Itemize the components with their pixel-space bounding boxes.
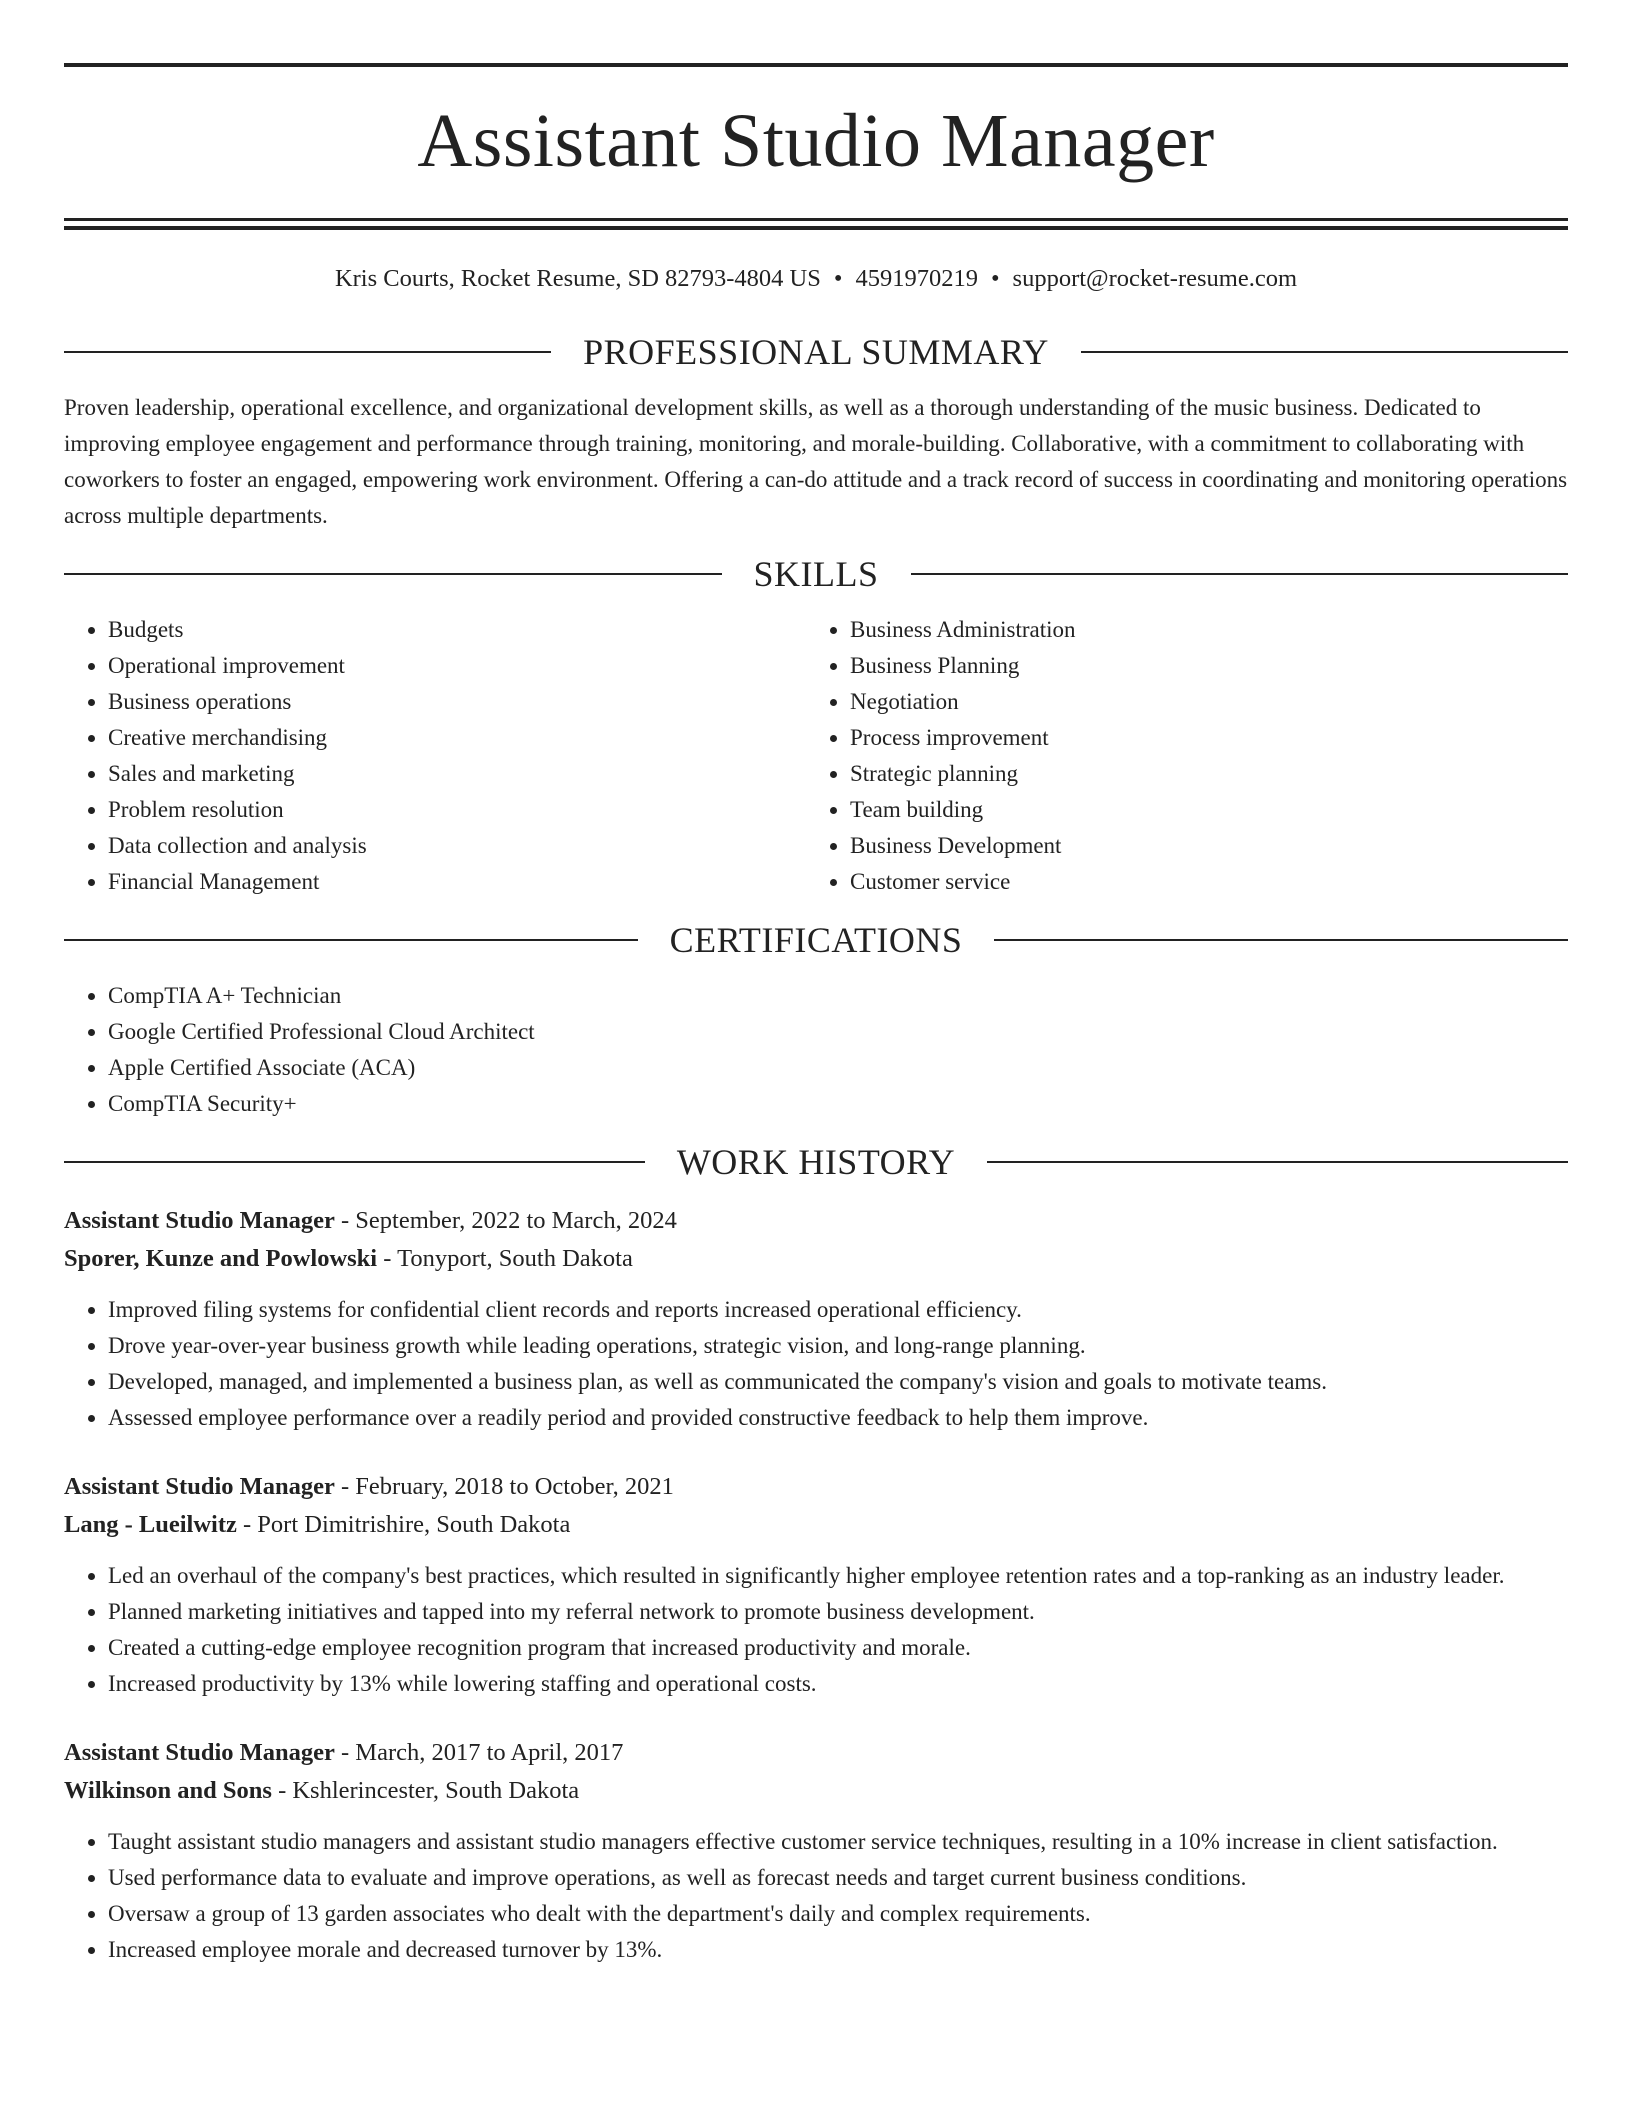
skill-item: • Financial Management (108, 864, 806, 900)
top-rule (64, 63, 1568, 67)
job-bullet: • Increased employee morale and decreased turnover by 13%. (108, 1932, 1568, 1968)
skill-item: • Business Development (850, 828, 1548, 864)
work-history-heading (64, 1141, 1568, 1182)
work-history-heading-text: WORK HISTORY (676, 1141, 956, 1182)
job-entry (64, 1734, 1568, 1968)
skill-item: • Business operations (108, 684, 806, 720)
job-title: Assistant Studio Manager (64, 1472, 335, 1500)
job-location: - Port Dimitrishire, South Dakota (236, 1510, 571, 1538)
certification-item: • CompTIA Security+ (108, 1086, 1568, 1122)
resume-page (64, 0, 1568, 1968)
job-title-line (64, 1734, 1568, 1772)
skill-item: • Data collection and analysis (108, 828, 806, 864)
job-title-line (64, 1468, 1568, 1506)
skill-item: • Strategic planning (850, 756, 1548, 792)
job-bullet: • Increased productivity by 13% while lowering staffing and operational costs. (108, 1666, 1568, 1702)
summary-heading-text: PROFESSIONAL SUMMARY (583, 331, 1049, 372)
skills-heading (64, 553, 1568, 594)
summary-heading (64, 331, 1568, 372)
job-bullet: • Created a cutting-edge employee recognition program that increased productivity and morale. (108, 1630, 1568, 1666)
job-bullet: • Assessed employee performance over a readily period and provided constructive feedback to help them improve. (108, 1400, 1568, 1436)
job-entry (64, 1468, 1568, 1702)
certifications-heading (64, 919, 1568, 960)
job-bullets (64, 1292, 1568, 1436)
certifications-list (64, 978, 1568, 1122)
certification-item: • CompTIA A+ Technician (108, 978, 1568, 1014)
skill-item: • Customer service (850, 864, 1548, 900)
skills-column-right (806, 612, 1548, 900)
job-bullet: • Developed, managed, and implemented a business plan, as well as communicated the company's vision and goals to motivate teams. (108, 1364, 1568, 1400)
skill-item: • Process improvement (850, 720, 1548, 756)
job-company: Wilkinson and Sons (64, 1776, 272, 1804)
skill-item: • Budgets (108, 612, 806, 648)
resume-title: Assistant Studio Manager (417, 99, 1215, 183)
job-bullets (64, 1558, 1568, 1702)
skills-column-left (64, 612, 806, 900)
summary-text: Proven leadership, operational excellence, and organizational development skills, as well as a thorough understanding of the music business. Dedicated to improving employee engagement and performance through training, monitoring, and morale-building. Collaborative, with a commitment to collaborating with coworkers to foster an engaged, empowering work environment. Offering a can-do attitude and a track record of success in coordinating and monitoring operations across multiple departments. (64, 394, 1568, 528)
job-company: Lang - Lueilwitz (64, 1510, 237, 1538)
job-bullet: • Oversaw a group of 13 garden associates who dealt with the department's daily and complex requirements. (108, 1896, 1568, 1932)
contact-email[interactable]: support@rocket-resume.com (1012, 265, 1298, 292)
job-bullet: • Taught assistant studio managers and assistant studio managers effective customer service techniques, resulting in a 10% increase in client satisfaction. (108, 1824, 1568, 1860)
contact-address: Kris Courts, Rocket Resume, SD 82793-4804 US (334, 265, 821, 292)
job-company-line (64, 1240, 1568, 1278)
contact-separator: • (833, 265, 843, 292)
job-entry (64, 1202, 1568, 1436)
job-location: - Tonyport, South Dakota (377, 1244, 633, 1272)
skill-item: • Negotiation (850, 684, 1548, 720)
title-double-rule (64, 218, 1568, 230)
job-title: Assistant Studio Manager (64, 1738, 335, 1766)
job-bullet: • Used performance data to evaluate and improve operations, as well as forecast needs and target current business conditions. (108, 1860, 1568, 1896)
job-bullet: • Improved filing systems for confidential client records and reports increased operational efficiency. (108, 1292, 1568, 1328)
contact-separator: • (990, 265, 1000, 292)
skill-item: • Sales and marketing (108, 756, 806, 792)
skill-item: • Creative merchandising (108, 720, 806, 756)
skill-item: • Business Administration (850, 612, 1548, 648)
contact-phone: 4591970219 (855, 265, 978, 292)
job-company: Sporer, Kunze and Powlowski (64, 1244, 378, 1272)
job-bullets (64, 1824, 1568, 1968)
job-location: - Kshlerincester, South Dakota (271, 1776, 580, 1804)
certification-item: • Google Certified Professional Cloud Architect (108, 1014, 1568, 1050)
job-bullet: • Drove year-over-year business growth while leading operations, strategic vision, and long-range planning. (108, 1328, 1568, 1364)
job-bullet: • Led an overhaul of the company's best practices, which resulted in significantly higher employee retention rates and a top-ranking as an industry leader. (108, 1558, 1568, 1594)
job-bullet: • Planned marketing initiatives and tapped into my referral network to promote business development. (108, 1594, 1568, 1630)
skills-heading-text: SKILLS (753, 553, 879, 594)
job-company-line (64, 1772, 1568, 1810)
skill-item: • Team building (850, 792, 1548, 828)
job-title-line (64, 1202, 1568, 1240)
skill-item: • Problem resolution (108, 792, 806, 828)
job-company-line (64, 1506, 1568, 1544)
job-title: Assistant Studio Manager (64, 1206, 335, 1234)
certification-item: • Apple Certified Associate (ACA) (108, 1050, 1568, 1086)
job-dates: - September, 2022 to March, 2024 (334, 1206, 677, 1234)
contact-line (64, 263, 1568, 295)
job-dates: - March, 2017 to April, 2017 (334, 1738, 624, 1766)
skills-list (64, 612, 1568, 900)
certifications-heading-text: CERTIFICATIONS (669, 919, 963, 960)
skill-item: • Business Planning (850, 648, 1548, 684)
job-dates: - February, 2018 to October, 2021 (334, 1472, 674, 1500)
skill-item: • Operational improvement (108, 648, 806, 684)
